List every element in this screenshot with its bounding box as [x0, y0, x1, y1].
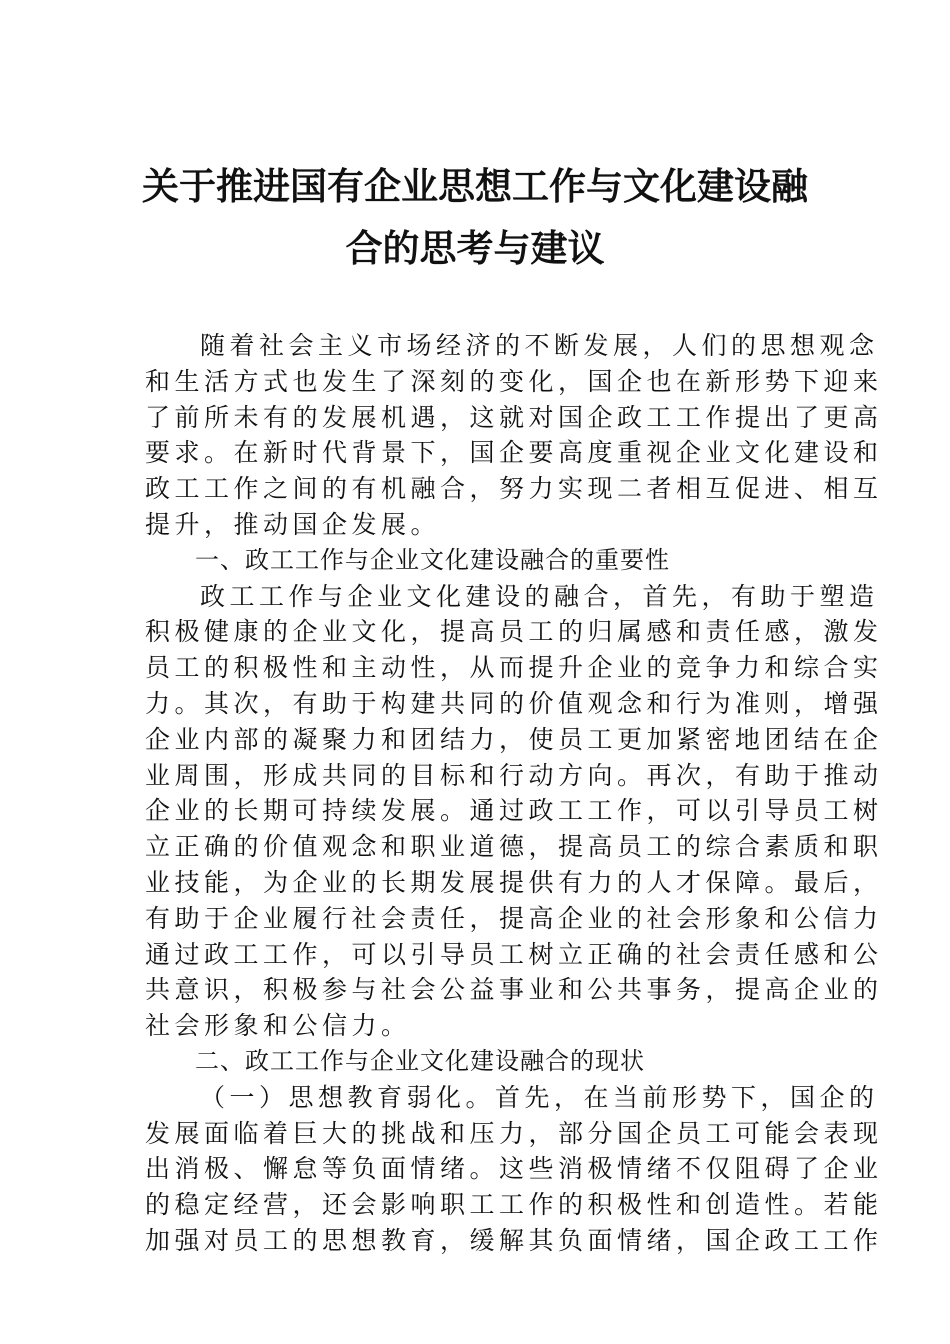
body-text-line: 企业内部的凝聚力和团结力，使员工更加紧密地团结在企 — [145, 724, 883, 754]
body-text-line: 和生活方式也发生了深刻的变化，国企也在新形势下迎来 — [145, 366, 883, 396]
body-text-line: 业技能，为企业的长期发展提供有力的人才保障。最后， — [145, 867, 883, 897]
body-text-line: 力。其次，有助于构建共同的价值观念和行为准则，增强 — [145, 688, 883, 718]
body-text-line: 员工的积极性和主动性，从而提升企业的竞争力和综合实 — [145, 653, 883, 683]
body-text-line: 了前所未有的发展机遇，这就对国企政工工作提出了更高 — [145, 402, 883, 432]
body-text-line: 加强对员工的思想教育，缓解其负面情绪，国企政工工作 — [145, 1225, 883, 1255]
body-text-line: 有助于企业履行社会责任，提高企业的社会形象和公信力 — [145, 903, 883, 933]
body-text-line: （一）思想教育弱化。首先，在当前形势下，国企的 — [200, 1082, 879, 1112]
body-text-line: 发展面临着巨大的挑战和压力，部分国企员工可能会表现 — [145, 1118, 883, 1148]
body-text-line: 政工工作之间的有机融合，努力实现二者相互促进、相互 — [145, 474, 883, 504]
body-text-line: 随着社会主义市场经济的不断发展，人们的思想观念 — [200, 331, 879, 360]
body-text-line: 企业的长期可持续发展。通过政工工作，可以引导员工树 — [145, 796, 883, 826]
body-text-line: 社会形象和公信力。 — [145, 1011, 411, 1041]
body-text-line: 积极健康的企业文化，提高员工的归属感和责任感，激发 — [145, 617, 883, 647]
section-heading: 一、政工工作与企业文化建设融合的重要性 — [195, 545, 670, 574]
body-text-line: 提升，推动国企发展。 — [145, 509, 441, 539]
body-text-line: 出消极、懈怠等负面情绪。这些消极情绪不仅阻碍了企业 — [145, 1154, 883, 1184]
section-heading: 二、政工工作与企业文化建设融合的现状 — [195, 1046, 645, 1075]
body-text-line: 通过政工工作，可以引导员工树立正确的社会责任感和公 — [145, 939, 883, 969]
document-title-line-2: 合的思考与建议 — [345, 226, 605, 270]
body-text-line: 共意识，积极参与社会公益事业和公共事务，提高企业的 — [145, 975, 883, 1005]
document-body — [145, 328, 883, 1259]
body-text-line: 政工工作与企业文化建设的融合，首先，有助于塑造 — [200, 581, 879, 611]
body-text-line: 业周围，形成共同的目标和行动方向。再次，有助于推动 — [145, 760, 883, 790]
document-title-line-1: 关于推进国有企业思想工作与文化建设融 — [142, 164, 808, 208]
body-text-line: 立正确的价值观念和职业道德，提高员工的综合素质和职 — [145, 832, 883, 862]
body-text-line: 要求。在新时代背景下，国企要高度重视企业文化建设和 — [145, 438, 883, 468]
body-text-line: 的稳定经营，还会影响职工工作的积极性和创造性。若能 — [145, 1190, 883, 1220]
